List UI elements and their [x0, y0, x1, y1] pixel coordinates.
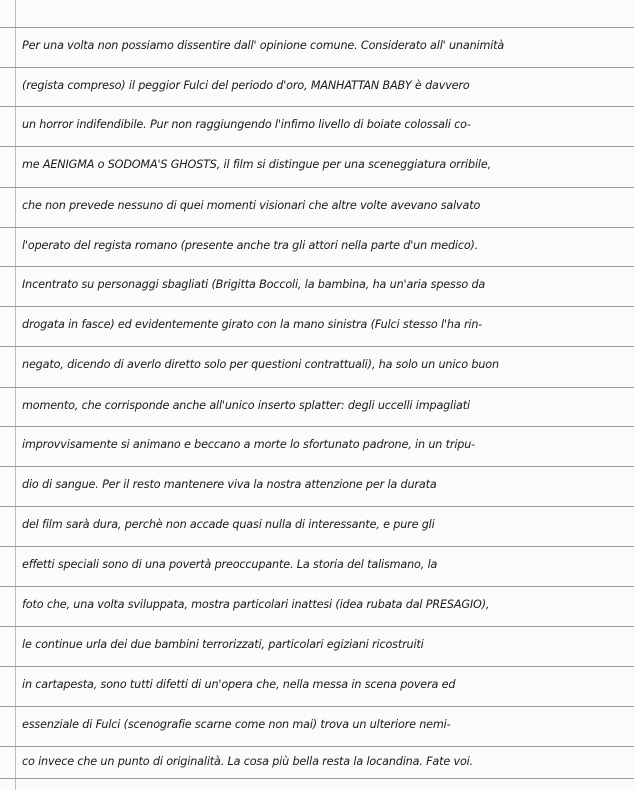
ruled-line — [0, 546, 634, 547]
ruled-line — [0, 67, 634, 68]
handwritten-line: (regista compreso) il peggior Fulci del periodo d'oro, MANHATTAN BABY è davvero — [22, 79, 470, 92]
ruled-line — [0, 586, 634, 587]
handwritten-line: un horror indifendibile. Pur non raggiungendo l'infimo livello di boiate colossali co- — [22, 118, 471, 131]
ruled-line — [0, 506, 634, 507]
ruled-line — [0, 346, 634, 347]
handwritten-line: l'operato del regista romano (presente anche tra gli attori nella parte d'un medico). — [22, 239, 479, 252]
ruled-line — [0, 187, 634, 188]
ruled-line — [0, 387, 634, 388]
handwritten-line: del film sarà dura, perchè non accade quasi nulla di interessante, e pure gli — [22, 518, 435, 531]
ruled-line — [0, 466, 634, 467]
handwritten-line: me AENIGMA o SODOMA'S GHOSTS, il film si distingue per una sceneggiatura orribile, — [22, 158, 492, 171]
ruled-line — [0, 706, 634, 707]
handwritten-line: momento, che corrisponde anche all'unico inserto splatter: degli uccelli impagliati — [22, 399, 470, 412]
handwritten-line: che non prevede nessuno di quei momenti visionari che altre volte avevano salvato — [22, 199, 481, 212]
ruled-line — [0, 146, 634, 147]
ruled-line — [0, 227, 634, 228]
handwritten-line: co invece che un punto di originalità. La cosa più bella resta la locandina. Fate voi. — [22, 755, 474, 768]
handwritten-line: negato, dicendo di averlo diretto solo per questioni contrattuali), ha solo un unico buon — [22, 358, 499, 371]
handwritten-line: drogata in fasce) ed evidentemente girato con la mano sinistra (Fulci stesso l'ha rin- — [22, 318, 483, 331]
handwritten-line: in cartapesta, sono tutti difetti di un'opera che, nella messa in scena povera ed — [22, 678, 456, 691]
handwritten-line: Per una volta non possiamo dissentire dall' opinione comune. Considerato all' unanimità — [22, 39, 505, 52]
ruled-line — [0, 746, 634, 747]
margin-line — [15, 0, 16, 790]
ruled-line — [0, 306, 634, 307]
ruled-line — [0, 626, 634, 627]
ruled-line — [0, 27, 634, 28]
ruled-line — [0, 666, 634, 667]
handwritten-line: foto che, una volta sviluppata, mostra particolari inattesi (idea rubata dal PRESAGIO), — [22, 598, 490, 611]
ruled-line — [0, 106, 634, 107]
ruled-line — [0, 266, 634, 267]
handwritten-line: improvvisamente si animano e beccano a morte lo sfortunato padrone, in un tripu- — [22, 438, 476, 451]
handwritten-line: dio di sangue. Per il resto mantenere viva la nostra attenzione per la durata — [22, 478, 437, 491]
handwritten-line: effetti speciali sono di una povertà preoccupante. La storia del talismano, la — [22, 558, 438, 571]
handwritten-line: Incentrato su personaggi sbagliati (Brigitta Boccoli, la bambina, ha un'aria spesso da — [22, 278, 486, 291]
ruled-line — [0, 778, 634, 779]
ruled-line — [0, 426, 634, 427]
handwritten-line: le continue urla dei due bambini terrorizzati, particolari egiziani ricostruiti — [22, 638, 424, 651]
handwritten-line: essenziale di Fulci (scenografie scarne come non mai) trova un ulteriore nemi- — [22, 718, 451, 731]
